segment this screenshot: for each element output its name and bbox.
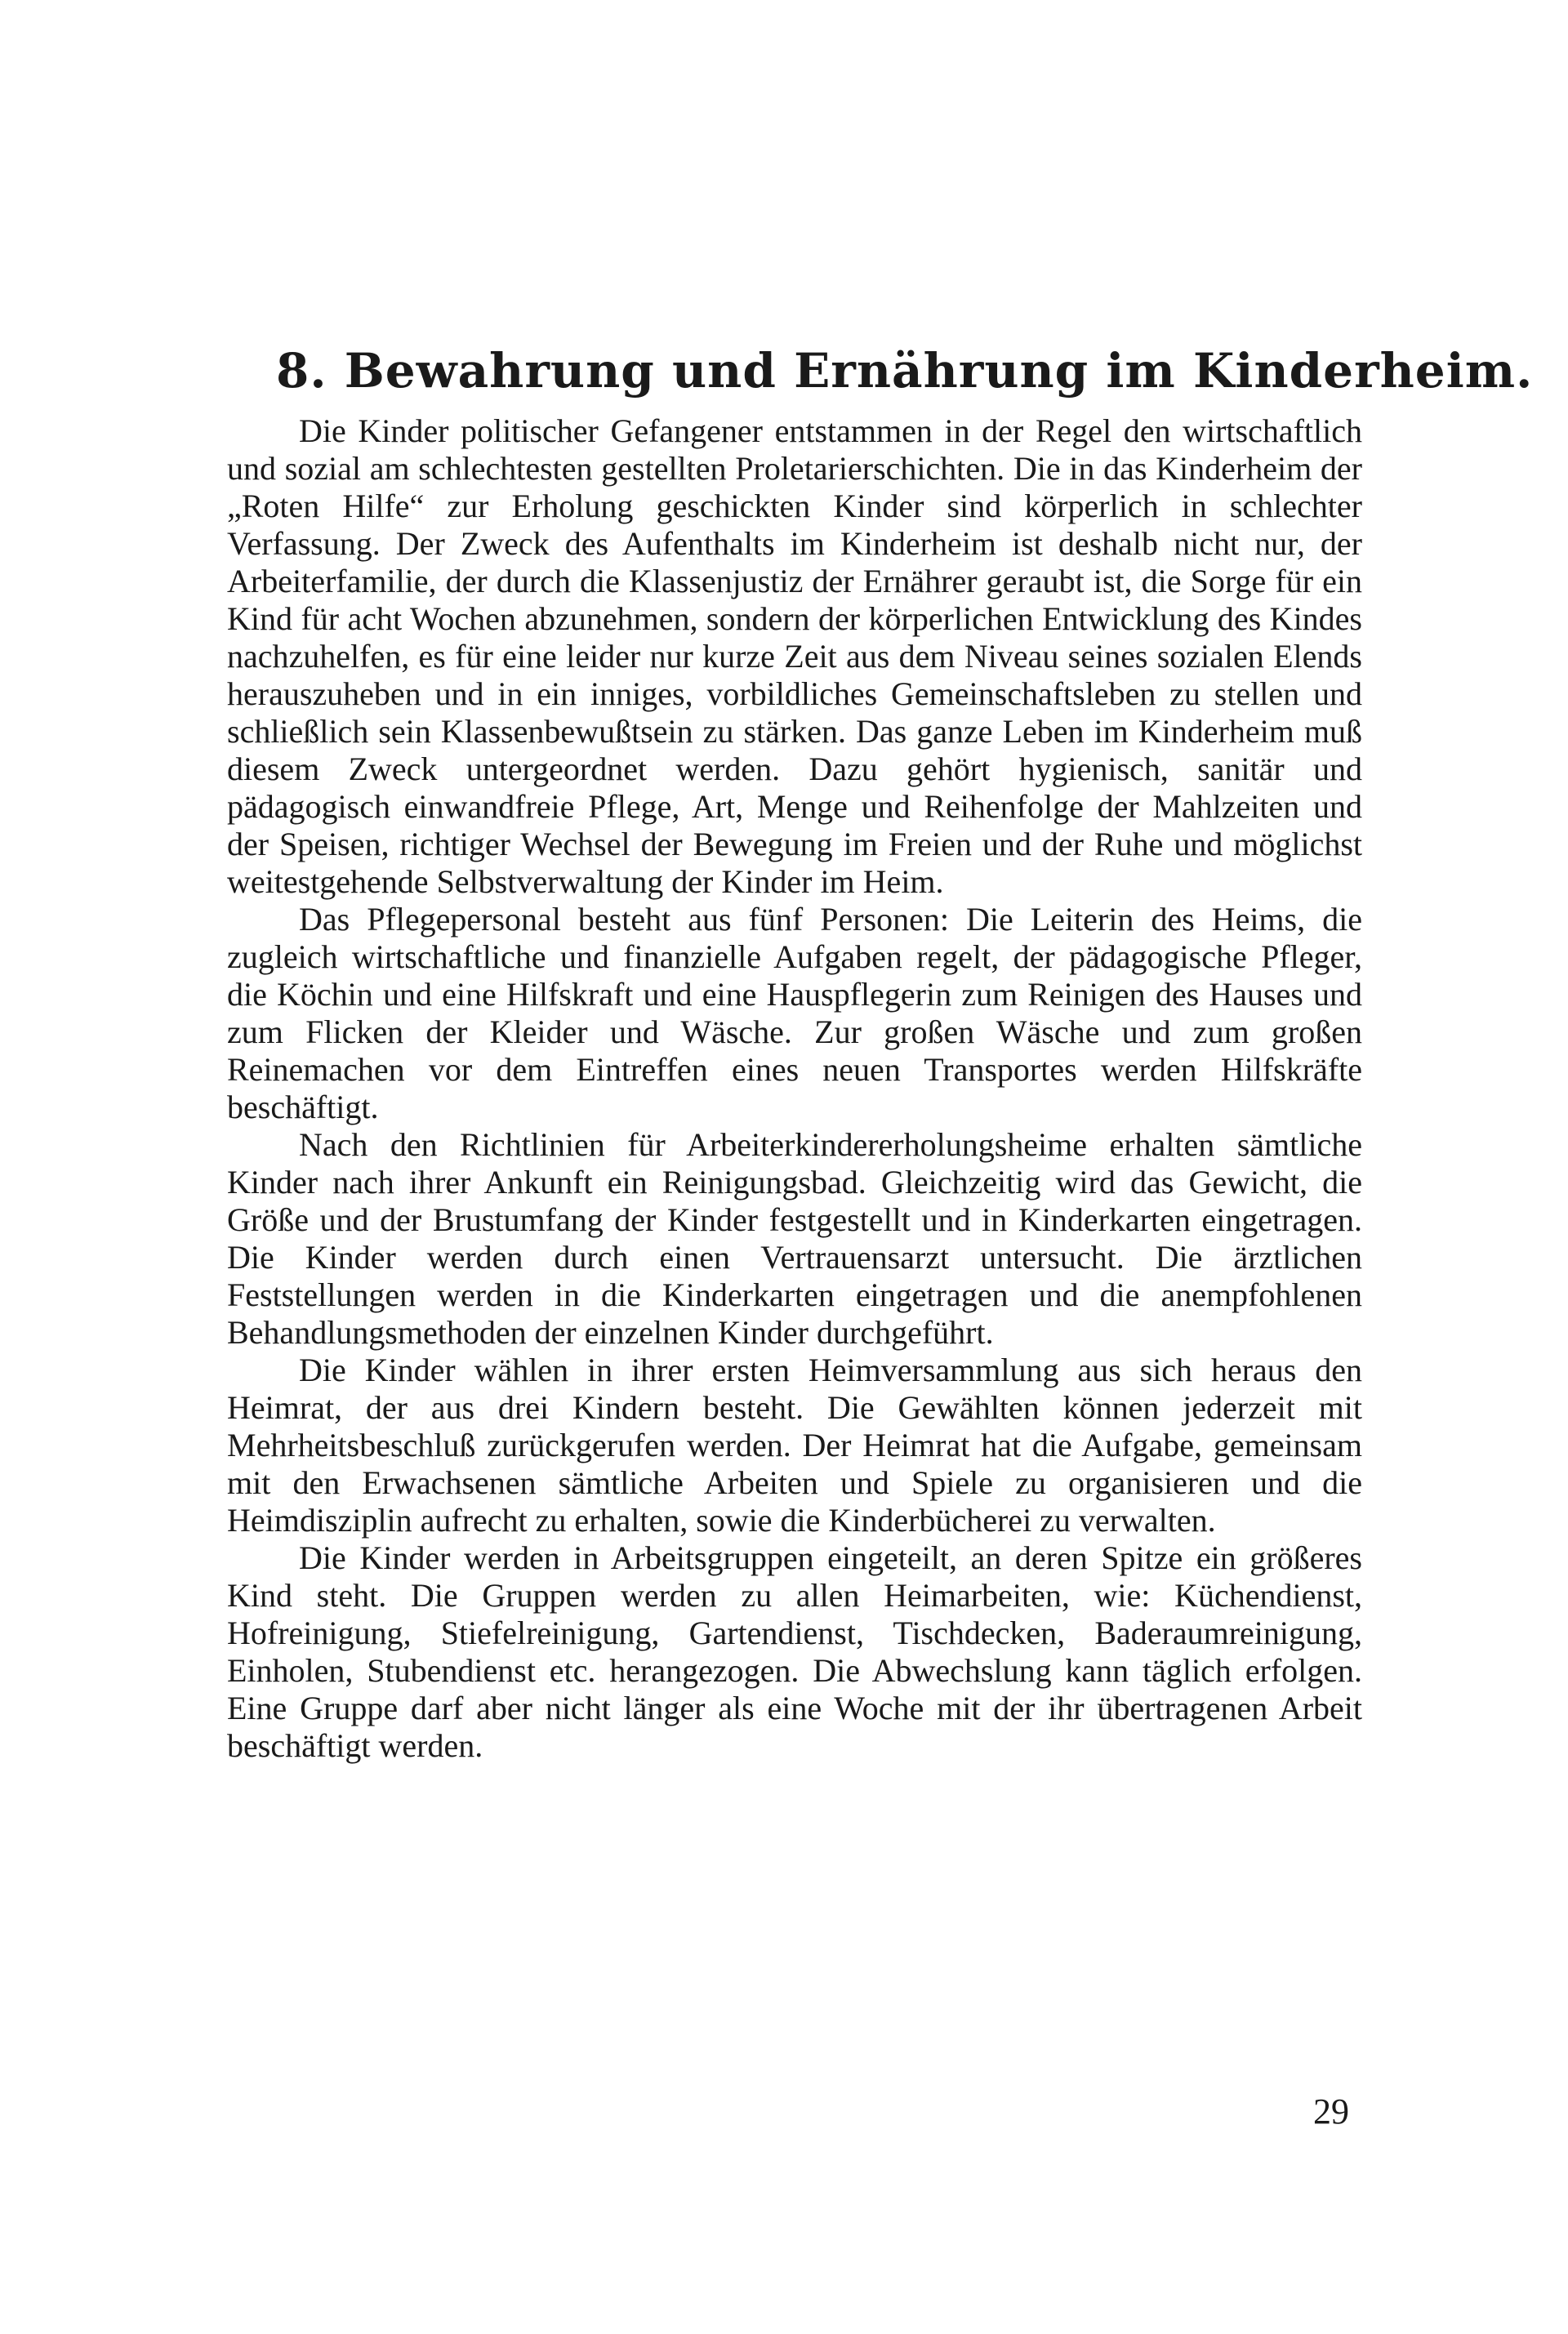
body-text — [227, 412, 1362, 1765]
paragraph: Nach den Richtlinien für Arbeiterkindererholungsheime erhalten sämtliche Kinder nach ihrer Ankunft ein Reinigungsbad. Gleichzeitig wird das Gewicht, die Größe und der Brustumfang der Kinder festgestellt und in Kinderkarten eingetragen. Die Kinder werden durch einen Vertrauensarzt untersucht. Die ärztlichen Feststellungen werden in die Kinderkarten eingetragen und die anempfohlenen Behandlungsmethoden der einzelnen Kinder durchgeführt. — [227, 1126, 1362, 1351]
paragraph: Die Kinder wählen in ihrer ersten Heimversammlung aus sich heraus den Heimrat, der aus drei Kindern besteht. Die Gewählten können jederzeit mit Mehrheitsbeschluß zurückgerufen werden. Der Heimrat hat die Aufgabe, gemeinsam mit den Erwachsenen sämtliche Arbeiten und Spiele zu organisieren und die Heimdisziplin aufrecht zu erhalten, sowie die Kinderbücherei zu verwalten. — [227, 1352, 1362, 1539]
paragraph: Das Pflegepersonal besteht aus fünf Personen: Die Leiterin des Heims, die zugleich wirtschaftliche und finanzielle Aufgaben regelt, der pädagogische Pfleger, die Köchin und eine Hilfskraft und eine Hauspflegerin zum Reinigen des Hauses und zum Flicken der Kleider und Wäsche. Zur großen Wäsche und zum großen Reinemachen vor dem Eintreffen eines neuen Transportes werden Hilfskräfte beschäftigt. — [227, 901, 1362, 1125]
section-heading: 8. Bewahrung und Ernährung im Kinderheim. — [276, 343, 1534, 399]
paragraph: Die Kinder politischer Gefangener entstammen in der Regel den wirtschaftlich und sozial am schlechtesten gestellten Proletarierschichten. Die in das Kinderheim der „Roten Hilfe“ zur Erholung geschickten Kinder sind körperlich in schlechter Verfassung. Der Zweck des Aufenthalts im Kinderheim ist deshalb nicht nur, der Arbeiterfamilie, der durch die Klassenjustiz der Ernährer geraubt ist, die Sorge für ein Kind für acht Wochen abzunehmen, sondern der körperlichen Entwicklung des Kindes nachzuhelfen, es für eine leider nur kurze Zeit aus dem Niveau seines sozialen Elends herauszuheben und in ein inniges, vorbildliches Gemeinschaftsleben zu stellen und schließlich sein Klassenbewußtsein zu stärken. Das ganze Leben im Kinderheim muß diesem Zweck untergeordnet werden. Dazu gehört hygienisch, sanitär und pädagogisch einwandfreie Pflege, Art, Menge und Reihenfolge der Mahlzeiten und der Speisen, richtiger Wechsel der Bewegung im Freien und der Ruhe und möglichst weitestgehende Selbstverwaltung der Kinder im Heim. — [227, 412, 1362, 900]
page-number: 29 — [1313, 2091, 1349, 2131]
paragraph: Die Kinder werden in Arbeitsgruppen eingeteilt, an deren Spitze ein größeres Kind steht. Die Gruppen werden zu allen Heimarbeiten, wie: Küchendienst, Hofreinigung, Stiefelreinigung, Gartendienst, Tischdecken, Baderaumreinigung, Einholen, Stubendienst etc. herangezogen. Die Abwechslung kann täglich erfolgen. Eine Gruppe darf aber nicht länger als eine Woche mit der ihr übertragenen Arbeit beschäftigt werden. — [227, 1539, 1362, 1764]
